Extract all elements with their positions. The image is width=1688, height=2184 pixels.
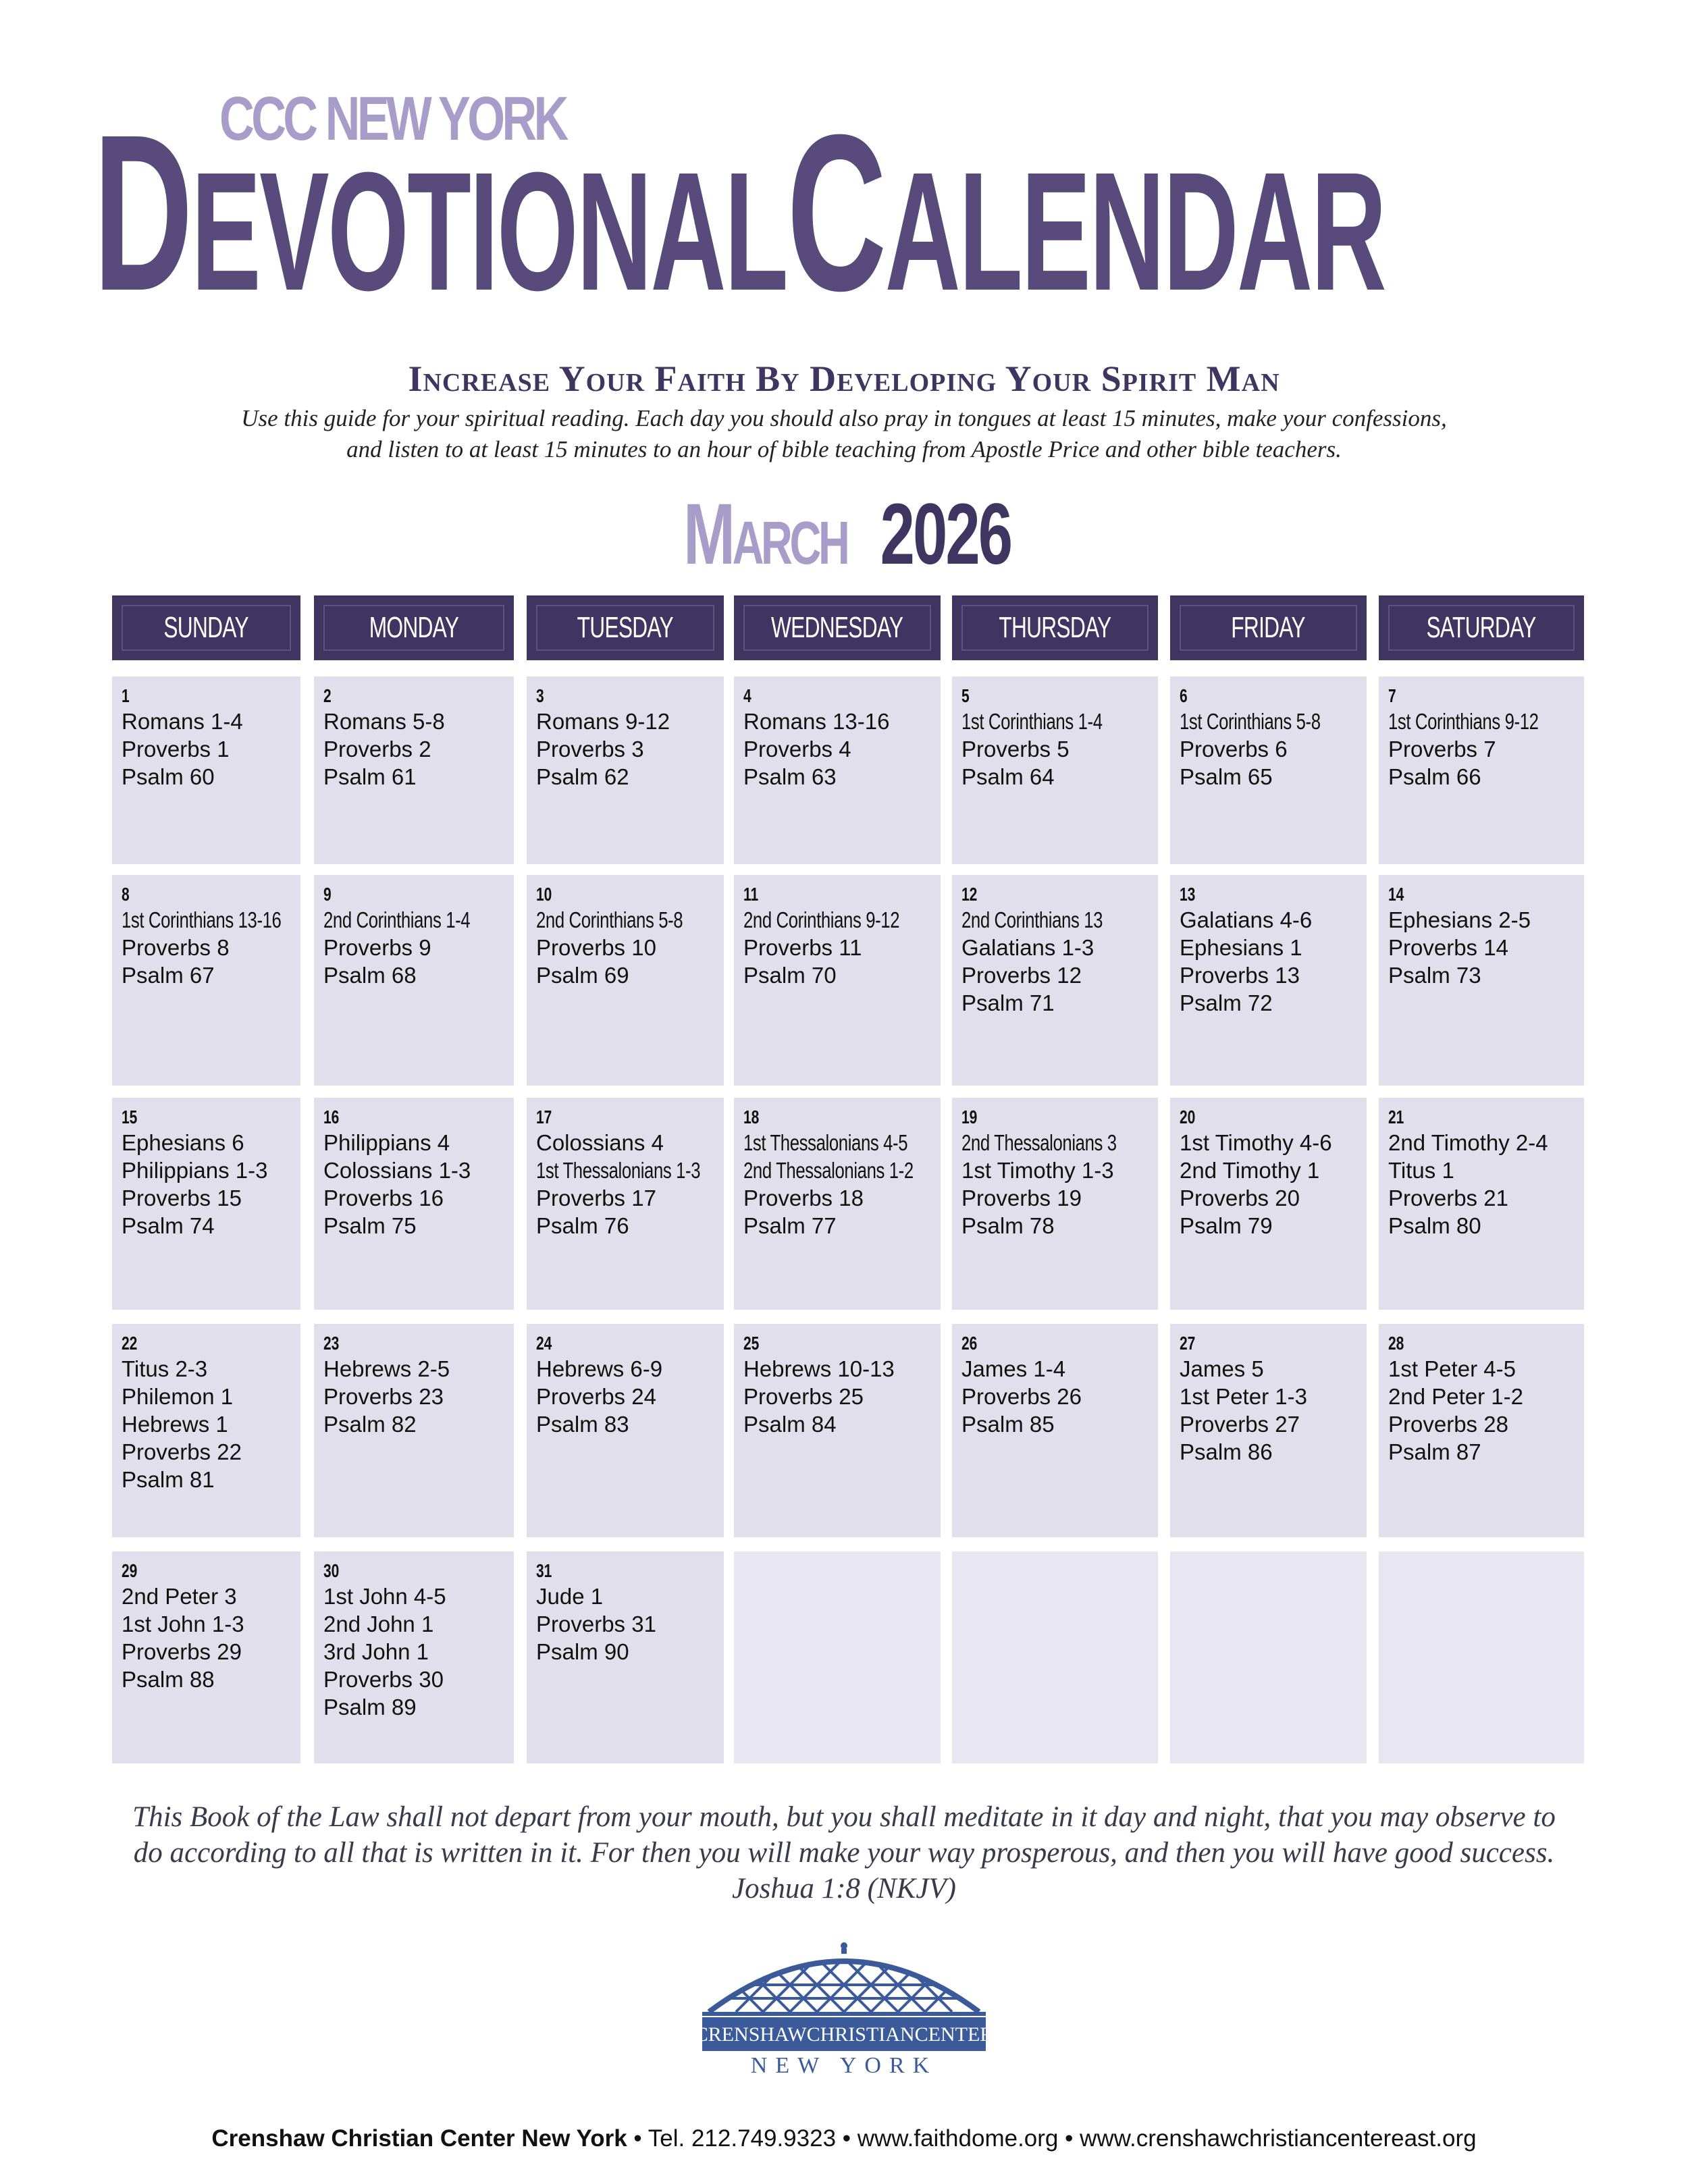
reading-line: Psalm 74 — [122, 1213, 215, 1238]
reading-line: Proverbs 19 — [961, 1186, 1082, 1210]
reading-line: Romans 1-4 — [122, 709, 243, 734]
empty-day-cell — [1379, 1551, 1584, 1763]
reading-line: Psalm 78 — [961, 1213, 1055, 1238]
day-number: 19 — [961, 1107, 978, 1127]
reading-line: 1st Thessalonians 1-3 — [536, 1158, 701, 1183]
reading-line: Proverbs 23 — [323, 1384, 444, 1409]
reading-line: 1st John 4-5 — [323, 1584, 446, 1609]
day-cell-28 — [1379, 1324, 1584, 1537]
instructions — [101, 403, 1587, 465]
reading-line: Philemon 1 — [122, 1384, 234, 1409]
reading-line: 3rd John 1 — [323, 1639, 429, 1664]
title-initial-d: D — [93, 88, 192, 337]
reading-line: 2nd Thessalonians 1-2 — [743, 1158, 914, 1183]
reading-line: Proverbs 30 — [323, 1667, 444, 1692]
reading-line: 1st Corinthians 9-12 — [1388, 709, 1539, 734]
reading-line: Proverbs 25 — [743, 1384, 864, 1409]
day-number: 12 — [961, 884, 978, 905]
reading-line: Proverbs 28 — [1388, 1412, 1508, 1437]
day-cell-19 — [952, 1098, 1158, 1310]
day-cell-20 — [1170, 1098, 1367, 1310]
weekday-label: FRIDAY — [1231, 611, 1306, 644]
year-label: 2026 — [880, 486, 1011, 583]
weekday-label: SUNDAY — [163, 611, 249, 644]
day-cell-23 — [314, 1324, 514, 1537]
reading-line: Proverbs 7 — [1388, 737, 1496, 762]
reading-line: Proverbs 22 — [122, 1439, 242, 1464]
reading-line: 2nd Peter 3 — [122, 1584, 237, 1609]
day-cell-5 — [952, 676, 1158, 864]
day-cell-31 — [527, 1551, 724, 1763]
day-cell-17 — [527, 1098, 724, 1310]
reading-line: Psalm 84 — [743, 1412, 837, 1437]
reading-line: Psalm 87 — [1388, 1439, 1481, 1464]
reading-line: Proverbs 29 — [122, 1639, 242, 1664]
reading-line: 1st Corinthians 5-8 — [1180, 709, 1321, 734]
reading-line: Proverbs 6 — [1180, 737, 1288, 762]
reading-line: 1st Peter 1-3 — [1180, 1384, 1307, 1409]
logo-text-bottom: NEW YORK — [750, 2053, 938, 2078]
reading-line: Hebrews 2-5 — [323, 1356, 450, 1381]
reading-line: Psalm 76 — [536, 1213, 629, 1238]
empty-day-cell — [1170, 1551, 1367, 1763]
title-initial-c: C — [787, 88, 885, 337]
reading-line: Psalm 88 — [122, 1667, 215, 1692]
day-number: 23 — [323, 1333, 340, 1354]
reading-line: 2nd Peter 1-2 — [1388, 1384, 1523, 1409]
weekday-header-wednesday — [734, 595, 941, 660]
reading-line: 1st Peter 4-5 — [1388, 1356, 1516, 1381]
reading-line: Galatians 4-6 — [1180, 907, 1313, 932]
day-number: 25 — [743, 1333, 760, 1354]
empty-day-cell — [952, 1551, 1158, 1763]
title-rest-1: EVOTIONAL — [191, 137, 787, 325]
logo-text-top: CRENSHAWCHRISTIANCENTER — [694, 2023, 994, 2046]
day-number: 17 — [536, 1107, 552, 1127]
day-cell-3 — [527, 676, 724, 864]
day-number: 16 — [323, 1107, 340, 1127]
reading-line: Proverbs 24 — [536, 1384, 656, 1409]
reading-line: 1st Corinthians 13-16 — [122, 907, 282, 932]
reading-line: Psalm 66 — [1388, 764, 1481, 789]
reading-line: Philippians 1-3 — [122, 1158, 268, 1183]
church-logo — [682, 1931, 1006, 2086]
reading-line: Psalm 65 — [1180, 764, 1273, 789]
day-number: 28 — [1388, 1333, 1404, 1354]
weekday-header-sunday — [112, 595, 300, 660]
reading-line: James 1-4 — [961, 1356, 1066, 1381]
page-title — [93, 88, 1386, 337]
day-number: 31 — [536, 1560, 552, 1581]
day-number: 1 — [122, 685, 130, 706]
reading-line: Romans 5-8 — [323, 709, 445, 734]
reading-line: Ephesians 1 — [1180, 935, 1302, 960]
reading-line: Psalm 68 — [323, 963, 417, 988]
day-number: 18 — [743, 1107, 760, 1127]
day-number: 24 — [536, 1333, 552, 1354]
day-number: 21 — [1388, 1107, 1404, 1127]
reading-line: Psalm 61 — [323, 764, 417, 789]
day-cell-27 — [1170, 1324, 1367, 1537]
day-number: 7 — [1388, 685, 1396, 706]
reading-line: Psalm 79 — [1180, 1213, 1273, 1238]
day-number: 26 — [961, 1333, 978, 1354]
day-number: 11 — [743, 884, 759, 905]
instructions-line-1: Use this guide for your spiritual reading. Each day you should also pray in tongues at least 15 minutes, make your confessions, — [241, 405, 1447, 431]
day-cell-8 — [112, 875, 300, 1086]
reading-line: Psalm 77 — [743, 1213, 837, 1238]
reading-line: 2nd Corinthians 13 — [961, 907, 1103, 932]
reading-line: Philippians 4 — [323, 1130, 450, 1155]
reading-line: 2nd Corinthians 5-8 — [536, 907, 683, 932]
contact-details: • Tel. 212.749.9323 • www.faithdome.org • www.crenshawchristiancentereast.org — [627, 2125, 1477, 2152]
day-cell-14 — [1379, 875, 1584, 1086]
day-cell-21 — [1379, 1098, 1584, 1310]
reading-line: Proverbs 9 — [323, 935, 431, 960]
month-heading — [0, 485, 1688, 584]
weekday-header-saturday — [1379, 595, 1584, 660]
reading-line: Psalm 82 — [323, 1412, 417, 1437]
reading-line: Proverbs 14 — [1388, 935, 1508, 960]
reading-line: 2nd Corinthians 1-4 — [323, 907, 471, 932]
reading-line: 2nd Corinthians 9-12 — [743, 907, 900, 932]
day-cell-12 — [952, 875, 1158, 1086]
reading-line: Psalm 90 — [536, 1639, 629, 1664]
reading-line: Psalm 86 — [1180, 1439, 1273, 1464]
day-cell-2 — [314, 676, 514, 864]
weekday-header-friday — [1170, 595, 1367, 660]
day-number: 6 — [1180, 685, 1188, 706]
day-number: 4 — [743, 685, 751, 706]
reading-line: 1st John 1-3 — [122, 1612, 244, 1636]
reading-line: Psalm 72 — [1180, 990, 1273, 1015]
day-number: 22 — [122, 1333, 138, 1354]
verse-line-2: do according to all that is written in it. For then you will make your way prosperous, and then you will have good success. — [133, 1837, 1555, 1869]
day-number: 10 — [536, 884, 552, 905]
day-cell-6 — [1170, 676, 1367, 864]
reading-line: Ephesians 6 — [122, 1130, 244, 1155]
weekday-header-monday — [314, 595, 514, 660]
day-cell-30 — [314, 1551, 514, 1763]
day-cell-22 — [112, 1324, 300, 1537]
reading-line: Titus 1 — [1388, 1158, 1454, 1183]
day-number: 3 — [536, 685, 544, 706]
reading-line: Psalm 70 — [743, 963, 837, 988]
day-number: 29 — [122, 1560, 138, 1581]
reading-line: Proverbs 11 — [743, 935, 862, 960]
reading-line: Proverbs 31 — [536, 1612, 656, 1636]
reading-line: Proverbs 2 — [323, 737, 431, 762]
day-number: 5 — [961, 685, 970, 706]
reading-line: Proverbs 18 — [743, 1186, 864, 1210]
empty-day-cell — [734, 1551, 941, 1763]
reading-line: Romans 9-12 — [536, 709, 670, 734]
reading-line: 2nd Timothy 1 — [1180, 1158, 1320, 1183]
day-number: 8 — [122, 884, 130, 905]
reading-line: Psalm 60 — [122, 764, 215, 789]
day-cell-1 — [112, 676, 300, 864]
scripture-verse — [81, 1799, 1607, 1907]
reading-line: Psalm 67 — [122, 963, 215, 988]
reading-line: 1st Corinthians 1-4 — [961, 709, 1103, 734]
reading-line: Proverbs 8 — [122, 935, 230, 960]
day-cell-13 — [1170, 875, 1367, 1086]
weekday-label: SATURDAY — [1426, 611, 1537, 644]
reading-line: Ephesians 2-5 — [1388, 907, 1531, 932]
reading-line: Proverbs 10 — [536, 935, 656, 960]
reading-line: Psalm 83 — [536, 1412, 629, 1437]
day-cell-25 — [734, 1324, 941, 1537]
reading-line: Hebrews 6-9 — [536, 1356, 663, 1381]
weekday-label: THURSDAY — [999, 611, 1111, 644]
reading-line: Proverbs 3 — [536, 737, 644, 762]
org-name: CCC NEW YORK — [219, 84, 566, 153]
day-number: 9 — [323, 884, 332, 905]
day-number: 15 — [122, 1107, 138, 1127]
day-cell-24 — [527, 1324, 724, 1537]
day-cell-4 — [734, 676, 941, 864]
reading-line: Psalm 81 — [122, 1467, 215, 1492]
contact-info — [0, 2125, 1688, 2152]
day-number: 20 — [1180, 1107, 1196, 1127]
day-cell-15 — [112, 1098, 300, 1310]
reading-line: Colossians 4 — [536, 1130, 664, 1155]
month-label: March — [683, 486, 847, 583]
instructions-line-2: and listen to at least 15 minutes to an hour of bible teaching from Apostle Price and other bible teachers. — [346, 436, 1342, 462]
reading-line: Proverbs 21 — [1388, 1186, 1508, 1210]
reading-line: Psalm 75 — [323, 1213, 417, 1238]
reading-line: Proverbs 15 — [122, 1186, 242, 1210]
reading-line: 2nd Thessalonians 3 — [961, 1130, 1117, 1155]
subtitle: Increase Your Faith By Developing Your Spirit Man — [408, 358, 1280, 399]
weekday-label: TUESDAY — [577, 611, 674, 644]
day-cell-16 — [314, 1098, 514, 1310]
day-number: 14 — [1388, 884, 1404, 905]
reading-line: Proverbs 5 — [961, 737, 1070, 762]
reading-line: Galatians 1-3 — [961, 935, 1094, 960]
reading-line: Proverbs 16 — [323, 1186, 444, 1210]
day-number: 30 — [323, 1560, 340, 1581]
reading-line: Psalm 80 — [1388, 1213, 1481, 1238]
verse-line-1: This Book of the Law shall not depart from your mouth, but you shall meditate in it day and night, that you may observe to — [132, 1801, 1556, 1833]
reading-line: Proverbs 17 — [536, 1186, 656, 1210]
reading-line: Proverbs 20 — [1180, 1186, 1300, 1210]
reading-line: Psalm 73 — [1388, 963, 1481, 988]
reading-line: Hebrews 10-13 — [743, 1356, 895, 1381]
weekday-label: MONDAY — [369, 611, 459, 644]
reading-line: Proverbs 27 — [1180, 1412, 1300, 1437]
reading-line: Psalm 64 — [961, 764, 1055, 789]
day-cell-26 — [952, 1324, 1158, 1537]
weekday-header-thursday — [952, 595, 1158, 660]
reading-line: Psalm 71 — [961, 990, 1055, 1015]
reading-line: Hebrews 1 — [122, 1412, 228, 1437]
reading-line: Colossians 1-3 — [323, 1158, 471, 1183]
day-number: 27 — [1180, 1333, 1196, 1354]
reading-line: James 5 — [1180, 1356, 1264, 1381]
reading-line: 2nd Timothy 2-4 — [1388, 1130, 1548, 1155]
day-cell-7 — [1379, 676, 1584, 864]
reading-line: 1st Timothy 4-6 — [1180, 1130, 1332, 1155]
reading-line: 1st Timothy 1-3 — [961, 1158, 1114, 1183]
reading-line: 2nd John 1 — [323, 1612, 434, 1636]
reading-line: Proverbs 4 — [743, 737, 851, 762]
weekday-label: WEDNESDAY — [771, 611, 903, 644]
reading-line: Proverbs 12 — [961, 963, 1082, 988]
reading-line: Titus 2-3 — [122, 1356, 208, 1381]
reading-line: Romans 13-16 — [743, 709, 890, 734]
reading-line: Proverbs 1 — [122, 737, 230, 762]
day-cell-11 — [734, 875, 941, 1086]
verse-reference: Joshua 1:8 (NKJV) — [732, 1873, 956, 1905]
day-cell-10 — [527, 875, 724, 1086]
reading-line: Psalm 63 — [743, 764, 837, 789]
reading-line: Jude 1 — [536, 1584, 604, 1609]
day-cell-18 — [734, 1098, 941, 1310]
day-cell-9 — [314, 875, 514, 1086]
reading-line: Proverbs 13 — [1180, 963, 1300, 988]
reading-line: 1st Thessalonians 4-5 — [743, 1130, 908, 1155]
day-cell-29 — [112, 1551, 300, 1763]
contact-name: Crenshaw Christian Center New York — [211, 2125, 627, 2152]
weekday-header-tuesday — [527, 595, 724, 660]
day-number: 13 — [1180, 884, 1196, 905]
reading-line: Psalm 89 — [323, 1695, 417, 1720]
reading-line: Psalm 69 — [536, 963, 629, 988]
reading-line: Psalm 62 — [536, 764, 629, 789]
reading-line: Proverbs 26 — [961, 1384, 1082, 1409]
reading-line: Psalm 85 — [961, 1412, 1055, 1437]
day-number: 2 — [323, 685, 332, 706]
title-rest-2: ALENDAR — [885, 137, 1386, 325]
